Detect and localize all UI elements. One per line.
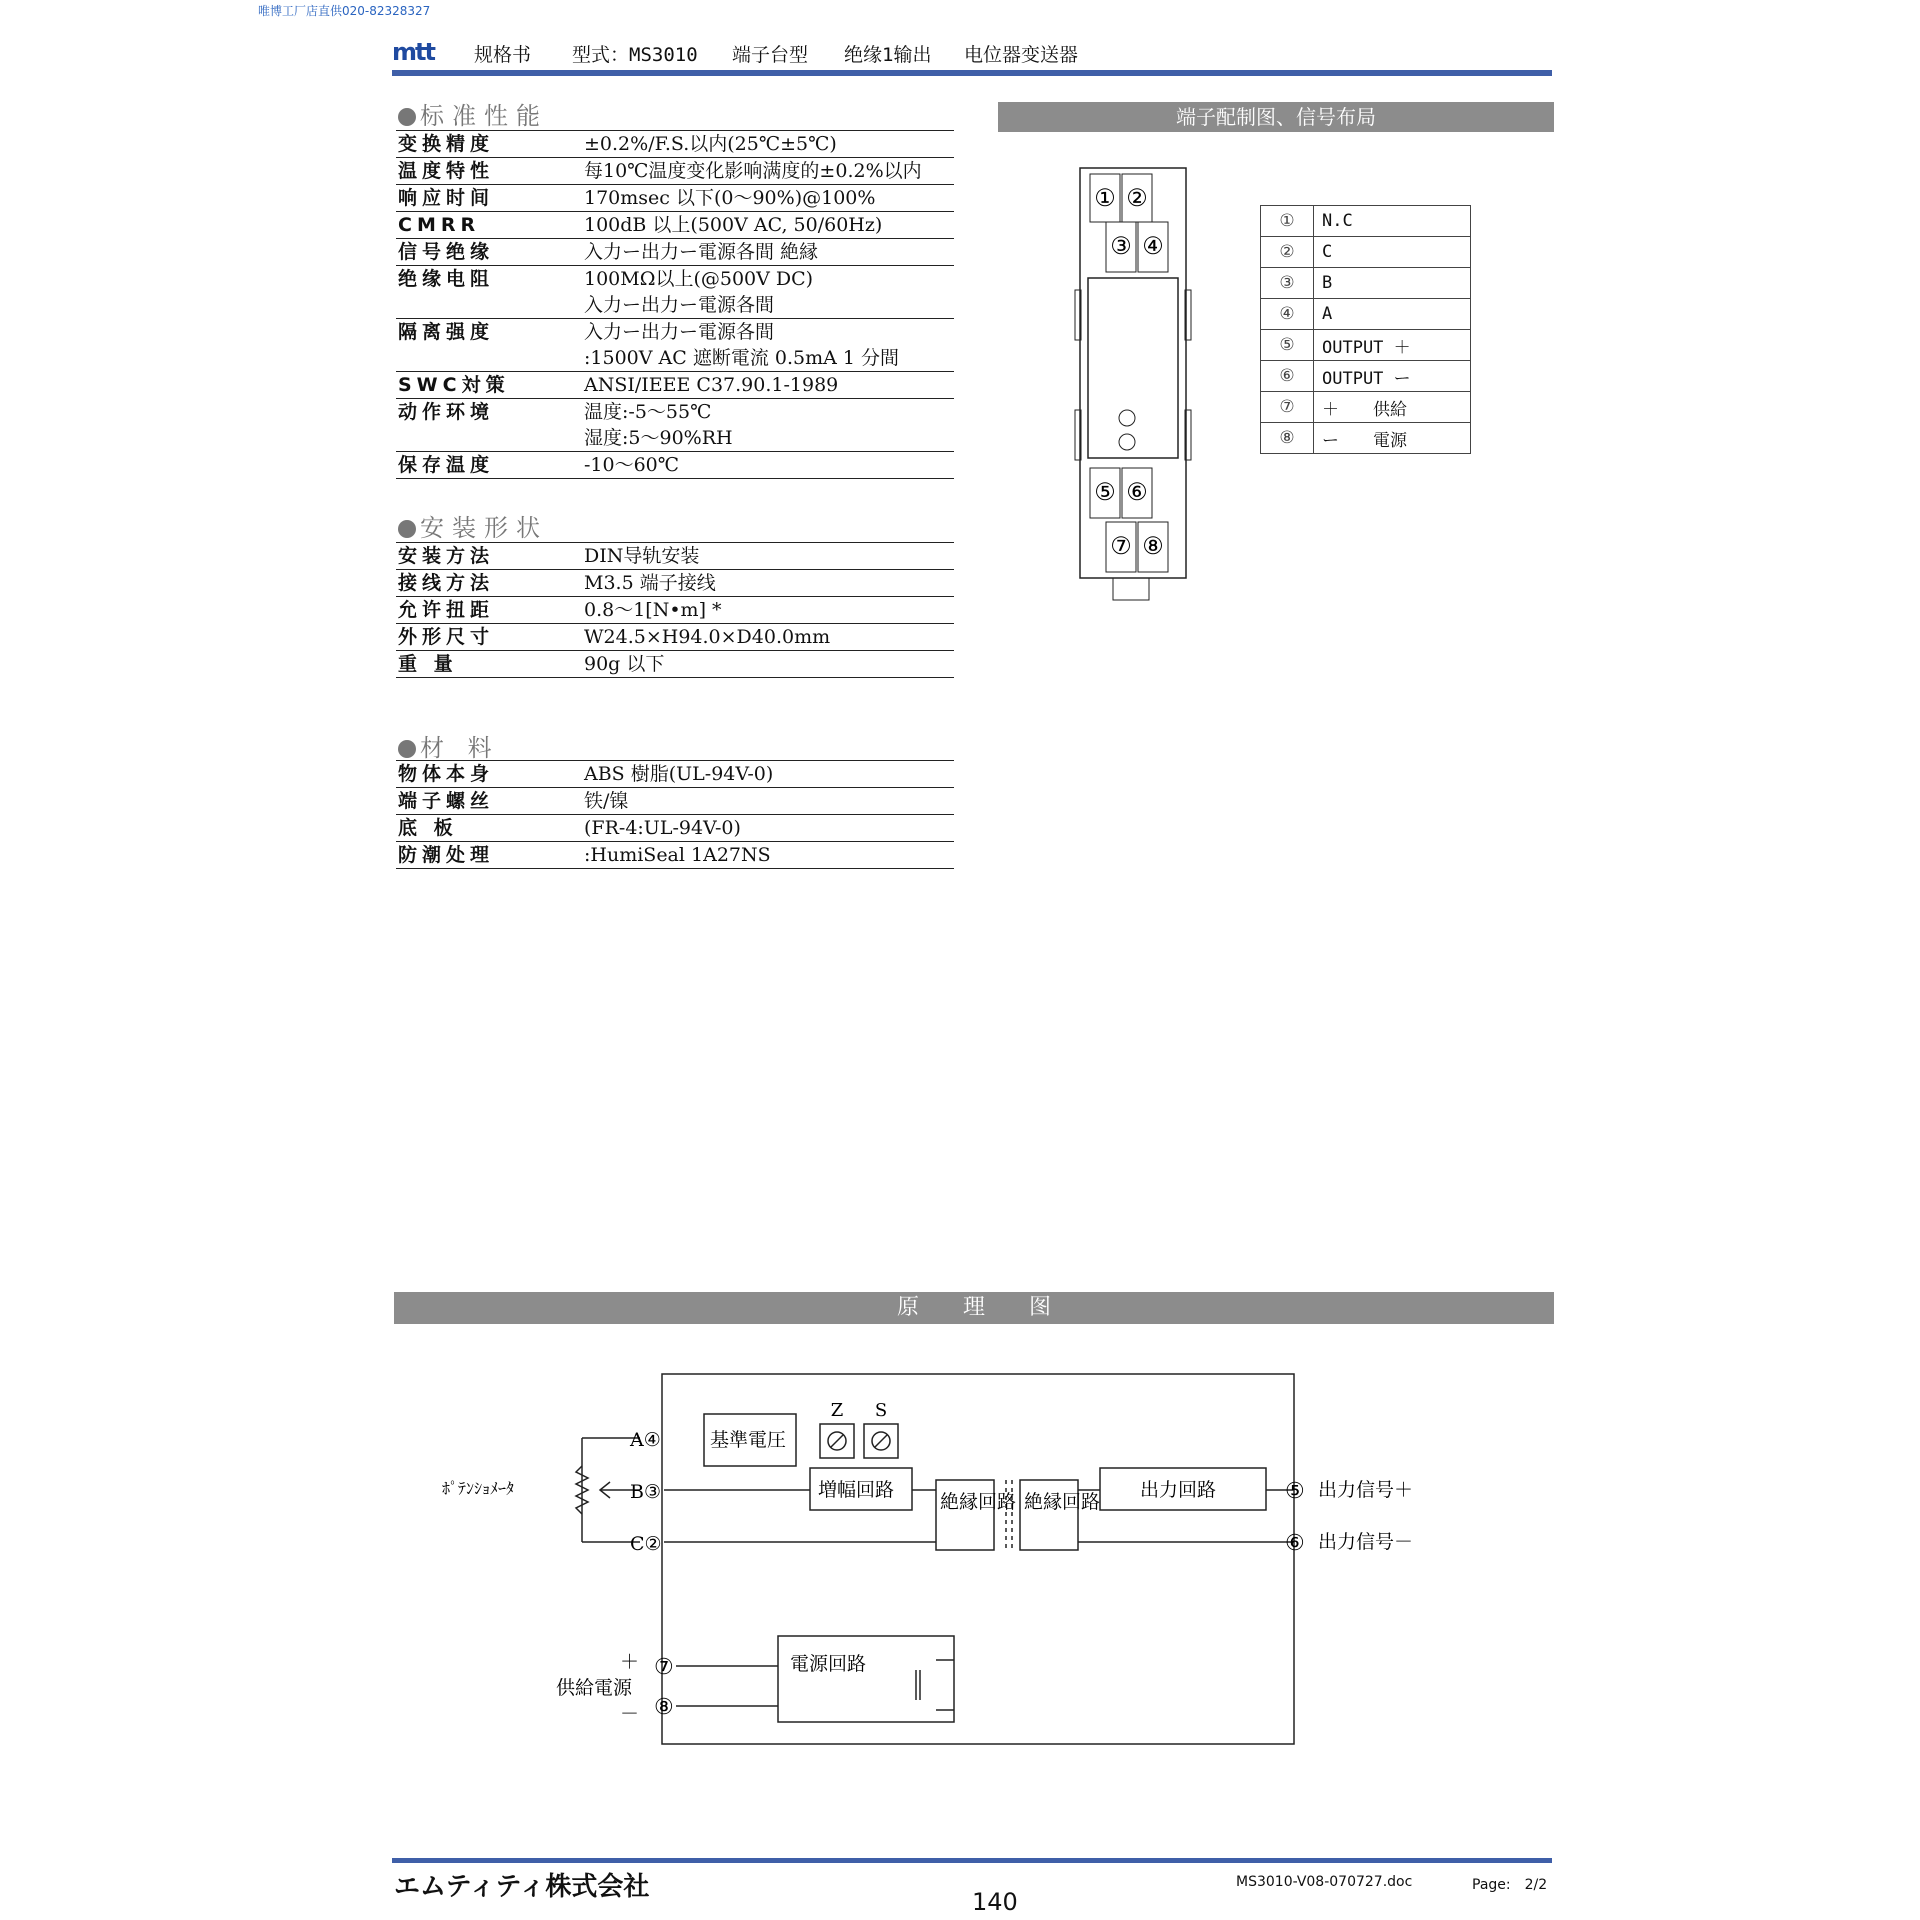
terminal-section-title: 端子配制图、信号布局 [998, 102, 1554, 132]
spec-value [582, 761, 954, 788]
spec-row [396, 185, 954, 212]
terminal-number: ② [1261, 237, 1314, 268]
spec-key: 物体本身 [396, 761, 582, 788]
spec-value [582, 788, 954, 815]
terminal-row [1261, 330, 1471, 361]
spec-value-line: 温度:-5～55℃ [584, 401, 712, 423]
watermark-text: 唯博工厂店直供020-82328327 [258, 4, 431, 18]
spec-value [582, 319, 954, 372]
spec-row [396, 399, 954, 452]
spec-key: 响应时间 [396, 185, 582, 212]
device-terminal-8: ⑧ [1142, 532, 1164, 560]
block-diagram [440, 1360, 1440, 1760]
spec-value [582, 131, 954, 158]
spec-row [396, 788, 954, 815]
mounting-heading: 安装形状 [398, 508, 548, 543]
spec-row [396, 761, 954, 788]
ref-voltage-block: 基準電圧 [710, 1429, 787, 1451]
page-number: 140 [972, 1888, 1018, 1916]
spec-key: 底 板 [396, 815, 582, 842]
product-label: 电位器变送器 [964, 44, 1079, 66]
spec-key: 变换精度 [396, 131, 582, 158]
spec-key: 安装方法 [396, 543, 582, 570]
bullet-icon [398, 108, 416, 126]
mounting-table [396, 542, 954, 678]
spec-value [582, 239, 954, 266]
power-plus-terminal: ⑦ [654, 1655, 674, 1680]
spec-row [396, 624, 954, 651]
spec-value-line: (FR-4:UL-94V-0) [584, 817, 741, 839]
terminal-signal: N.C [1314, 206, 1471, 237]
spec-key: 信号绝缘 [396, 239, 582, 266]
spec-value [582, 185, 954, 212]
device-terminal-4: ④ [1142, 232, 1164, 260]
spec-value [582, 452, 954, 479]
zero-adjust-label: Z [830, 1400, 844, 1421]
terminal-number: ④ [1261, 299, 1314, 330]
spec-value-line: :HumiSeal 1A27NS [584, 844, 771, 866]
terminal-device-drawing [1070, 160, 1200, 610]
spec-value [582, 543, 954, 570]
spec-value-line: 每10℃温度变化影响满度的±0.2%以内 [584, 160, 922, 182]
terminal-number: ③ [1261, 268, 1314, 299]
terminal-signal: ー 電源 [1314, 423, 1471, 454]
spec-value-line: ±0.2%/F.S.以内(25℃±5℃) [584, 133, 837, 155]
spec-key: 允许扭距 [396, 597, 582, 624]
spec-key: 重 量 [396, 651, 582, 678]
output-minus-label: 出力信号－ [1318, 1531, 1414, 1553]
spec-value-line: -10～60℃ [584, 454, 680, 476]
spec-value-line: 100MΩ以上(@500V DC) [584, 268, 814, 290]
spec-key: SWC対策 [396, 372, 582, 399]
spec-key: CMRR [396, 212, 582, 239]
bullet-icon [398, 740, 416, 758]
footer-rule [392, 1858, 1552, 1863]
materials-heading: 材 料 [398, 728, 500, 763]
spec-key: 端子螺丝 [396, 788, 582, 815]
spec-row [396, 266, 954, 319]
spec-row [396, 158, 954, 185]
spec-value [582, 266, 954, 319]
terminal-signal: OUTPUT ＋ [1314, 330, 1471, 361]
terminal-row [1261, 237, 1471, 268]
terminal-number: ⑦ [1261, 392, 1314, 423]
spec-row [396, 815, 954, 842]
terminal-signal: ＋ 供給 [1314, 392, 1471, 423]
spec-row [396, 543, 954, 570]
spec-key: 接线方法 [396, 570, 582, 597]
doc-type: 规格书 [474, 44, 532, 66]
spec-value-line: 0.8～1[N•m] * [584, 599, 722, 621]
device-terminal-5: ⑤ [1094, 478, 1116, 506]
page-indicator: Page: 2/2 [1472, 1877, 1548, 1893]
spec-value [582, 624, 954, 651]
spec-value-line: 入力ー出力ー電源各間 [584, 294, 775, 316]
iso-block-1: 絶縁回路 [940, 1491, 1017, 1513]
spec-key: 绝缘电阻 [396, 266, 582, 319]
type-label: 端子台型 [732, 44, 809, 66]
spec-value [582, 815, 954, 842]
spec-value-line: 铁/镍 [584, 790, 629, 812]
spec-row [396, 452, 954, 479]
input-c-label: C② [630, 1533, 662, 1555]
device-terminal-2: ② [1126, 184, 1148, 212]
spec-row [396, 239, 954, 266]
terminal-number: ⑥ [1261, 361, 1314, 392]
spec-key: 保存温度 [396, 452, 582, 479]
terminal-number: ⑤ [1261, 330, 1314, 361]
potentiometer-label: ﾎﾟﾃﾝｼｮﾒｰﾀ [442, 1479, 515, 1498]
terminal-signal: C [1314, 237, 1471, 268]
terminal-row [1261, 299, 1471, 330]
spec-value-line: ANSI/IEEE C37.90.1-1989 [584, 374, 839, 396]
span-adjust-label: S [874, 1400, 888, 1421]
spec-value [582, 651, 954, 678]
output-plus-terminal: ⑤ [1285, 1479, 1305, 1504]
isolation-label: 绝缘1输出 [844, 44, 932, 66]
spec-value [582, 372, 954, 399]
spec-row [396, 651, 954, 678]
spec-row [396, 212, 954, 239]
spec-value [582, 842, 954, 869]
bullet-icon [398, 520, 416, 538]
model-label: 型式：MS3010 [572, 44, 698, 66]
spec-row [396, 597, 954, 624]
terminal-signal: A [1314, 299, 1471, 330]
terminal-number: ① [1261, 206, 1314, 237]
spec-row [396, 842, 954, 869]
spec-value-line: M3.5 端子接线 [584, 572, 716, 594]
spec-value [582, 399, 954, 452]
iso-block-2: 絶縁回路 [1024, 1491, 1101, 1513]
header-rule [392, 70, 1552, 76]
output-plus-label: 出力信号＋ [1318, 1479, 1414, 1501]
terminal-row [1261, 423, 1471, 454]
spec-value-line: ABS 樹脂(UL-94V-0) [584, 763, 774, 785]
device-terminal-7: ⑦ [1110, 532, 1132, 560]
spec-value [582, 570, 954, 597]
terminal-signal: OUTPUT ー [1314, 361, 1471, 392]
company-name: エムティティ株式会社 [394, 1872, 650, 1902]
spec-row [396, 319, 954, 372]
terminal-row [1261, 392, 1471, 423]
company-logo: mtt [392, 38, 434, 66]
power-supply-label: 供給電源 [556, 1677, 633, 1699]
document-header [392, 36, 1552, 66]
spec-value [582, 597, 954, 624]
device-terminal-6: ⑥ [1126, 478, 1148, 506]
terminal-assignment-table [1260, 205, 1471, 454]
amp-block: 増幅回路 [818, 1479, 895, 1501]
input-b-label: B③ [630, 1481, 661, 1503]
spec-key: 外形尺寸 [396, 624, 582, 651]
spec-value-line: :1500V AC 遮断電流 0.5mA 1 分間 [584, 347, 899, 369]
performance-heading: 标准性能 [398, 96, 548, 131]
power-minus-sign: － [620, 1703, 640, 1725]
spec-value-line: 湿度:5～90%RH [584, 427, 733, 449]
spec-key: 隔离强度 [396, 319, 582, 372]
spec-row [396, 570, 954, 597]
power-circuit-block: 電源回路 [790, 1653, 867, 1675]
device-terminal-1: ① [1094, 184, 1116, 212]
power-plus-sign: ＋ [620, 1651, 640, 1673]
spec-value [582, 212, 954, 239]
terminal-signal: B [1314, 268, 1471, 299]
doc-filename: MS3010-V08-070727.doc [1236, 1874, 1413, 1890]
spec-value [582, 158, 954, 185]
spec-value-line: 90g 以下 [584, 653, 665, 675]
spec-value-line: DIN导轨安装 [584, 545, 700, 567]
spec-row [396, 372, 954, 399]
input-a-label: A④ [630, 1429, 661, 1451]
spec-value-line: 100dB 以上(500V AC, 50/60Hz) [584, 214, 883, 236]
spec-value-line: 入力ー出力ー電源各間 [584, 321, 775, 343]
terminal-number: ⑧ [1261, 423, 1314, 454]
spec-key: 防潮处理 [396, 842, 582, 869]
diagram-title: 原 理 图 [394, 1292, 1554, 1324]
spec-value-line: 170msec 以下(0～90%)@100% [584, 187, 876, 209]
materials-table [396, 760, 954, 869]
spec-value-line: W24.5×H94.0×D40.0mm [584, 626, 831, 648]
power-minus-terminal: ⑧ [654, 1695, 674, 1720]
spec-key: 温度特性 [396, 158, 582, 185]
spec-key: 动作环境 [396, 399, 582, 452]
output-minus-terminal: ⑥ [1285, 1531, 1305, 1556]
spec-row [396, 131, 954, 158]
performance-table [396, 130, 954, 479]
terminal-row [1261, 268, 1471, 299]
device-terminal-3: ③ [1110, 232, 1132, 260]
spec-value-line: 入力ー出力ー電源各間 絶縁 [584, 241, 819, 263]
output-circuit-block: 出力回路 [1140, 1479, 1217, 1501]
terminal-row [1261, 206, 1471, 237]
terminal-row [1261, 361, 1471, 392]
